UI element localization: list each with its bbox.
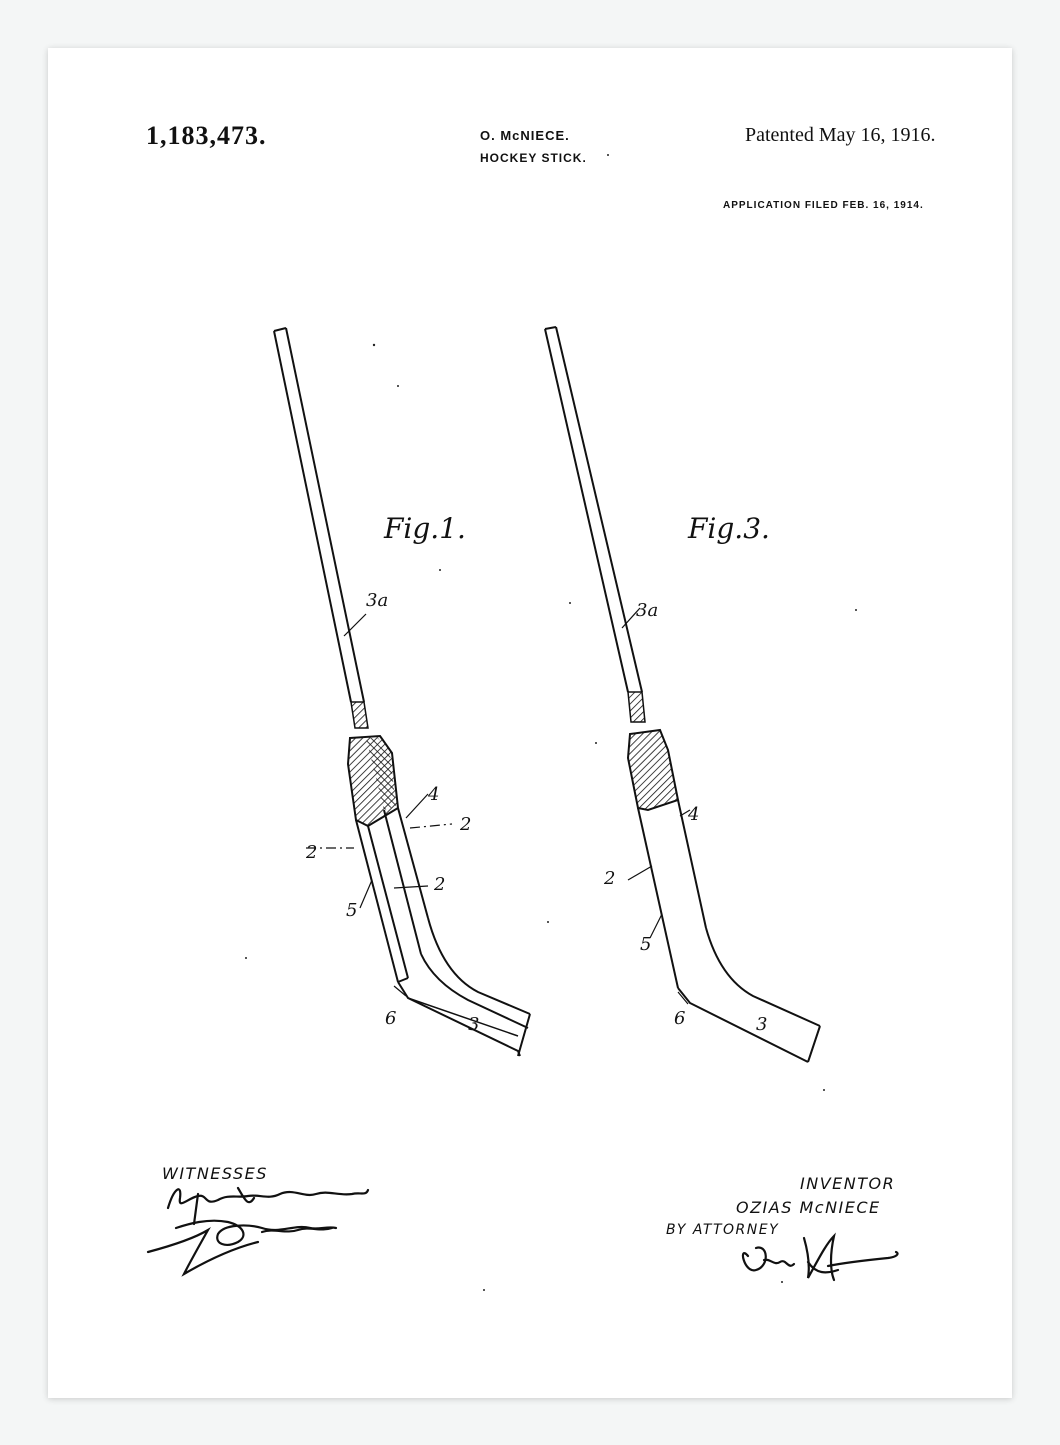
fig1-hockey-stick (274, 328, 530, 1056)
inventor-short-name: O. McNIECE. (480, 128, 570, 143)
attorney-signature (743, 1236, 898, 1280)
fig1-ref-2-lower: 2 (434, 874, 446, 895)
fig1-ref-3a: 3a (366, 590, 389, 611)
application-filed-date: APPLICATION FILED FEB. 16, 1914. (723, 200, 924, 211)
witnesses-label: WITNESSES (162, 1164, 268, 1183)
patented-date: Patented May 16, 1916. (745, 124, 936, 146)
patent-sheet (48, 48, 1012, 1398)
patent-drawing (48, 48, 1012, 1398)
fig3-hockey-stick (545, 327, 820, 1062)
fig1-ref-3: 3 (468, 1014, 480, 1035)
fig3-ref-3a: 3a (636, 600, 659, 621)
fig3-ref-3: 3 (756, 1014, 768, 1035)
fig1-ref-5: 5 (346, 900, 358, 921)
inventor-full-name: OZIAS McNIECE (736, 1198, 881, 1217)
fig3-label: Fig.3. (688, 512, 770, 545)
patent-number: 1,183,473. (146, 121, 267, 150)
invention-title: HOCKEY STICK. (480, 151, 587, 165)
fig1-ref-6: 6 (385, 1008, 397, 1029)
fig1-ref-2-left: 2 (306, 842, 318, 863)
by-attorney-label: BY ATTORNEY (666, 1222, 780, 1238)
witness-signatures (148, 1188, 368, 1274)
fig1-ref-4: 4 (428, 784, 440, 805)
fig3-ref-5: 5 (640, 934, 652, 955)
fig1-label: Fig.1. (384, 512, 466, 545)
fig1-ref-2-right: 2 (460, 814, 472, 835)
fig3-ref-4: 4 (688, 804, 700, 825)
fig3-ref-2: 2 (604, 868, 616, 889)
fig3-ref-6: 6 (674, 1008, 686, 1029)
print-specks (245, 154, 857, 1291)
inventor-label: INVENTOR (800, 1174, 896, 1193)
